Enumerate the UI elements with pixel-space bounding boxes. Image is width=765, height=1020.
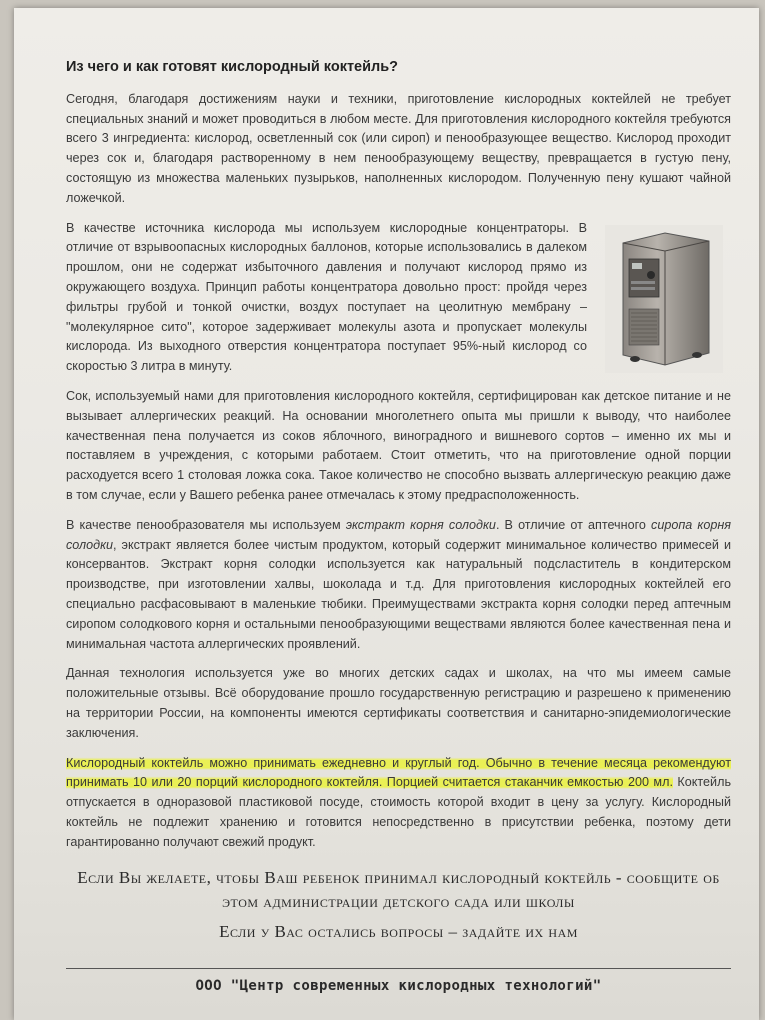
paragraph-dosage [66, 754, 731, 853]
dosage-rest-text: Коктейль отпускается в одноразовой пластиковой посуде, стоимость которой входит в цену за услугу. Кислородный коктейль не подлежит хранению и готовится непосредственно в присутствии ребенка, поэтому дети гарантированно получают свежий продукт. [66, 775, 731, 849]
paragraph-oxygen-source: В качестве источника кислорода мы используем кислородные концентраторы. В отличие от взрывоопасных кислородных баллонов, которые использовались в далеком прошлом, они не содержат избыточного давления и получают кислород прямо из окружающего воздуха. Принцип работы концентратора довольно прост: пройдя через фильтры грубой и тонкой очистки, воздух поступает на цеолитную мембрану – "молекулярное сито", которое задерживает молекулы азота и пропускает молекулы кислорода. Из выходного отверстия концентратора поступает 95%-ный кислород со скоростью 3 литра в минуту. [66, 220, 587, 374]
document-body [66, 58, 731, 862]
foaming-emphasis-extract: экстракт корня солодки [345, 517, 496, 532]
footer-divider [66, 968, 731, 969]
paragraph-technology: Данная технология используется уже во многих детских садах и школах, на что мы имеем самые положительные отзывы. Всё оборудование прошло государственную регистрацию и разрешено к применению на территории России, на компоненты имеются сертификаты соответствия и санитарно-эпидемиологические заключения. [66, 666, 731, 740]
foaming-emphasis-syrup: сиропа корня солодки [66, 517, 731, 552]
cta-line-2: Если у Вас остались вопросы – задайте их нам [219, 922, 578, 941]
foaming-text-c: . В отличие от аптечного [495, 517, 652, 532]
paragraph-juice: Сок, используемый нами для приготовления кислородного коктейля, сертифицирован как детское питание и не вызывает аллергических реакций. На основании многолетнего опыта мы пришли к выводу, что наиболее качественная пена получается из соков яблочного, виноградного и вишневого сортов – именно их мы и поставляем в учреждения, с которыми работаем. Стоит отметить, что на приготовление одной порции расходуется всего 1 столовая ложка сока. Такое количество не способно вызвать аллергическую реакцию даже в том случае, если у Вашего ребенка ранее отмечалась к этому предрасположенность. [66, 388, 731, 502]
cta-line-1: Если Вы желаете, чтобы Ваш ребенок принимал кислородный коктейль - сообщите об этом администрации детского сада или школы [77, 868, 720, 911]
paragraph-foaming-agent [66, 516, 731, 655]
company-name: ООО "Центр современных кислородных технологий" [195, 978, 602, 994]
document-title: Из чего и как готовят кислородный коктейль? [66, 59, 399, 75]
oxygen-concentrator-photo-icon [605, 225, 723, 373]
highlighted-dosage-text: Кислородный коктейль можно принимать ежедневно и круглый год. Обычно в течение месяца рекомендуют принимать 10 или 20 порций кислородного коктейля. Порцией считается стаканчик емкостью 200 мл. [66, 755, 731, 790]
call-to-action [66, 866, 731, 944]
paragraph-intro: Сегодня, благодаря достижениям науки и техники, приготовление кислородных коктейлей не требует специальных знаний и может проводиться в любом месте. Для приготовления кислородного коктейля требуются всего 3 ингредиента: кислород, осветленный сок (или сироп) и пенообразующее вещество. Кислород проходит через сок и, благодаря растворенному в нем пенообразующему веществу, превращается в густую пену, состоящую из множества маленьких пузырьков, наполненных кислородом. Полученную пену кушают чайной ложечкой. [66, 91, 731, 205]
document-page [14, 8, 759, 1020]
foaming-text-e: , экстракт является более чистым продуктом, который содержит минимальное количество примесей и консервантов. Экстракт корня солодки используется как натуральный подсластитель в кондитерском производстве, при изготовлении халвы, шоколада и т.д. Для приготовления кислородных коктейлей его специально расфасовывают в маленькие тюбики. Преимуществами экстракта корня солодки перед аптечным сиропом солодкового корня и остальными пенообразующими веществами являются более качественная пена и минимальная частота аллергических проявлений. [66, 537, 731, 651]
foaming-text-a: В качестве пенообразователя мы используем [66, 517, 346, 532]
